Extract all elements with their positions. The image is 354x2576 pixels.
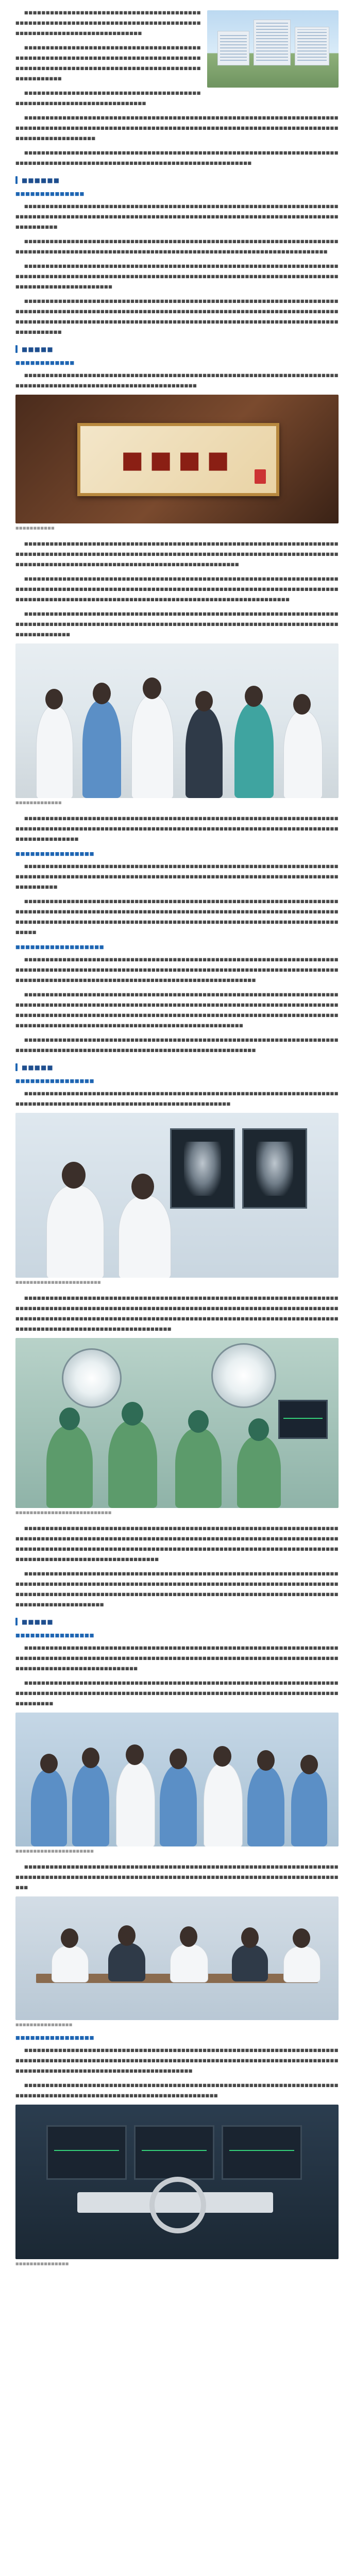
- section-subtitle: ■■■■■■■■■■■■■■■■: [15, 851, 95, 857]
- plaque-photo: [15, 395, 339, 523]
- section-title: ■■■■■: [22, 345, 54, 353]
- intro-block: [15, 7, 339, 108]
- vertical-bar-icon: [15, 176, 18, 184]
- intro-text: [15, 7, 201, 108]
- section-title: ■■■■■: [22, 1618, 54, 1625]
- vertical-bar-icon: [15, 345, 18, 353]
- section-heading: [15, 345, 339, 353]
- body-paragraph: ■■■■■■■■■■■■■■■■■■■■■■■■■■■■■■■■■■■■■■■■■■■■■■■■■■■■■■■■■■■■■■■■■■■■■■■■■■■■■■■■■■■■■■■■■■■■■■■■■■■■■■■■■■■■■■■■■■■■■■■■■■■■■■■■■■■■■■■■■■■■■■■■■■■■■■■■■■■■■■■■■■■■■■■■■■■■■■■■■■■■■■■■■■■■■■■■■■■■■■■■■■■■■■■■■■■■■■■■■■■■■■■■■■■■■■■■■■■■■■■■■■■■■■■■■■■■■■■■■■■■■■■: [15, 1295, 339, 1331]
- body-paragraph: ■■■■■■■■■■■■■■■■■■■■■■■■■■■■■■■■■■■■■■■■■■■■■■■■■■■■■■■■■■■■■■■■■■■■■■■■■■■■■■■■■■■■■■■■■■■■■■■■■■■■■■■■■■■■■■■■■■■■■■■■■■■■■■■■■■■■■■■■■■■■■■■■■■■■■■■■■■■■■■■■■■■■■■■■■■■■■■■■■■■■■■■■■■■■■■■■■■■■■■■■■■■■■■■: [15, 957, 339, 982]
- body-paragraph: ■■■■■■■■■■■■■■■■■■■■■■■■■■■■■■■■■■■■■■■■■■■■■■■■■■■■■■■■■■■■■■■■■■■■■■■■■■■■■■■■■■■■■■■■■■■■■■■■■■■■■■■■■■■■■■■■■■■■■■■■■■■■■■■■■■■■■■■■■■■■■■■■■■■■■■■■■■■■■■■■■■■■■■■■■■■■■■■■■■■■■■■■■■■■■■■■■■■■■■■■■■■■■■■■■■■■■■■■■■■■■■■■■■■■■■■■■■■■■■■■■■■■■■■■■■■■■■■■■■■■■■■■■■■■■■■■■■■■■■■■: [15, 992, 339, 1028]
- body-paragraph: ■■■■■■■■■■■■■■■■■■■■■■■■■■■■■■■■■■■■■■■■■■■■■■■■■■■■■■■■■■■■■■■■■■■■■■■■■■■■■■■■■■■■■■■■■■■■■■■■■■■■■■■■■■■■■■■■■■■■■■■■■■■■■■■■■■■■■■■■■■■■■■■■■■■■■■■■■■■■■■■■■■■■■■■■■■■■■■■■■■■■■■■■■■■■■■■■■■■■■■■■■■■■■■■■■■■■■■■■■■■■■■■■■■■■■■■: [15, 899, 339, 935]
- team-photo: [15, 1713, 339, 1846]
- image-caption: ■■■■■■■■■■■■■■■: [15, 2262, 69, 2266]
- ward-visit-photo: [15, 643, 339, 798]
- section-title: ■■■■■■: [22, 176, 60, 184]
- image-caption: ■■■■■■■■■■■■■: [15, 801, 62, 805]
- body-paragraph: ■■■■■■■■■■■■■■■■■■■■■■■■■■■■■■■■■■■■■■■■■■■■■■■■■■■■■■■■■■■■■■■■■■■■■■■■■■■■■■■■■■■■■■■■■■■■■■■■■■■■■■■■■■■■■■■■■■■■■■■■■■■■■■■■■■■: [15, 1037, 339, 1053]
- cath-lab-photo: [15, 2105, 339, 2259]
- vertical-bar-icon: [15, 1618, 18, 1625]
- body-paragraph: ■■■■■■■■■■■■■■■■■■■■■■■■■■■■■■■■■■■■■■■■■■■■■■■■■■■■■■■■■■■■■■■■■■■■■■■■■■■■■■■■■■■■■■■■■■■■■■■■■■■■■■■■■■■■■■■■■■■■■■■■■■: [15, 2082, 339, 2098]
- section-heading: [15, 1063, 339, 1071]
- plaque-text: ■■■■: [121, 446, 235, 473]
- intro-paragraph: ■■■■■■■■■■■■■■■■■■■■■■■■■■■■■■■■■■■■■■■■■■■■■■■■■■■■■■■■■■■■■■■■■■■■■■■■: [15, 90, 201, 106]
- body-paragraph: ■■■■■■■■■■■■■■■■■■■■■■■■■■■■■■■■■■■■■■■■■■■■■■■■■■■■■■■■■■■■■■■■■■■■■■■■■■■■■■■■■■■■■■■■■■■■■■■■■■■■■■■■■■■■■■■■■■■■■■■■■■■■■■■■■■■■■■■■■■■■■■■■■■■■: [15, 239, 339, 254]
- intro-paragraph: ■■■■■■■■■■■■■■■■■■■■■■■■■■■■■■■■■■■■■■■■■■■■■■■■■■■■■■■■■■■■■■■■■■■■■■■■■■■■■■■■■■■■■■■■■■■■■■■■■■■■■■■■■■■■■■■■■■■■■■■■■■■■■■■■■■■■■■■■■■: [15, 45, 201, 81]
- image-caption: ■■■■■■■■■■■■■■■■: [15, 2023, 73, 2027]
- vertical-bar-icon: [15, 1063, 18, 1071]
- operating-room-photo: [15, 1338, 339, 1508]
- intro-paragraph: ■■■■■■■■■■■■■■■■■■■■■■■■■■■■■■■■■■■■■■■■■■■■■■■■■■■■■■■■■■■■■■■■■■■■■■■■■■■■■■■■■■■■■■■■■■■■■■■■■■■■■■■■■■■■■■■■■■■■■■■■■■■■■■■■■■■■■■■■■■■■■■■■■■■■■■■■■■■■■■■■■■■■■■■■■: [15, 115, 339, 141]
- honor-plaque: [77, 423, 279, 496]
- body-paragraph: ■■■■■■■■■■■■■■■■■■■■■■■■■■■■■■■■■■■■■■■■■■■■■■■■■■■■■■■■■■■■■■■■■■■■■■■■■■■■■■■■■■■■■■■■■■■■■■■■■■■■■■■■■■■■■■■■■■■■■■■■■■■■■■■■■■■■■■■■■■■■■■■■■■■■■■■■■■■■■■■■■■■■■■■■■■■■■■■■■■■■■■■■■■■■■■■■: [15, 2047, 339, 2073]
- hospital-building-photo: [207, 10, 339, 88]
- body-paragraph: ■■■■■■■■■■■■■■■■■■■■■■■■■■■■■■■■■■■■■■■■■■■■■■■■■■■■■■■■■■■■■■■■■■■■■■■■■■■■■■■■■■■■■■■■■■■■■■■■■■■■■■■■■■■■■■■■■■■■■■■■■■■■■■■■■■■■■■■■■■■■■■■■■■■■■■■■■■■■■■■■■■■■■■■■■■■■■■■■■■■■■■■■■■■■■■■■■■■■■■■■■■■■■■■■■■■■■■■■■■■■■■■■■■■■■■■■■■■■■: [15, 298, 339, 334]
- body-paragraph: ■■■■■■■■■■■■■■■■■■■■■■■■■■■■■■■■■■■■■■■■■■■■■■■■■■■■■■■■■■■■■■■■■■■■■■■■■■■■■■■■■■■■■■■■■■■■■■■■■■■■■■■■■■■■■■■■■■■■■■■■■■■■■■■■■■■■■■■■■■■■■■■■■■■■■■■■■■■■■■■■■■■■■■■■■■■■■■■■■■■■■■■■■■■■■■■■■■■■■■■■■■■■■■■■■■■■■■■■■■■■■■■■■■■■■■■■■■■■■■■■■■■■■■■: [15, 1571, 339, 1607]
- section-heading: [15, 1618, 339, 1625]
- body-paragraph: ■■■■■■■■■■■■■■■■■■■■■■■■■■■■■■■■■■■■■■■■■■■■■■■■■■■■■■■■■■■■■■■■■■■■■■■■■■■■■■■■■■■■■■■■■■■■■■■■■■■■■■■■■■■■■■■■■■■■■■■■■■■■■■■■■■■■■■■■■■■■■■■■■■■■■■■■■■■■■■■■■■■: [15, 611, 339, 637]
- section-subtitle: ■■■■■■■■■■■■■■■■: [15, 1078, 95, 1084]
- body-paragraph: ■■■■■■■■■■■■■■■■■■■■■■■■■■■■■■■■■■■■■■■■■■■■■■■■■■■■■■■■■■■■■■■■■■■■■■■■■■■■■■■■■■■■■■■■■■■■■■■■■■■■■■■■■■■■■■■■■■■■■: [15, 372, 339, 388]
- body-paragraph: ■■■■■■■■■■■■■■■■■■■■■■■■■■■■■■■■■■■■■■■■■■■■■■■■■■■■■■■■■■■■■■■■■■■■■■■■■■■■■■■■■■■■■■■■■■■■■■■■■■■■■■■■■■■■■■■■■■■■■■■■■■■■■■■■■■■■■■■■■■■■■■■■■■■■■■■■■■■■■■■■: [15, 204, 339, 229]
- section-subtitle: ■■■■■■■■■■■■■■: [15, 191, 85, 197]
- body-paragraph: ■■■■■■■■■■■■■■■■■■■■■■■■■■■■■■■■■■■■■■■■■■■■■■■■■■■■■■■■■■■■■■■■■■■■■■■■■■■■■■■■■■■■■■■■■■■■■■■■■■■■■■■■■■■■■■■■■■■■■■■■■■■■■■■■■■■■■■■■■■■■■■■■■■■■■■■■■■■■■■■■: [15, 863, 339, 889]
- meeting-photo: [15, 1896, 339, 2020]
- body-paragraph: ■■■■■■■■■■■■■■■■■■■■■■■■■■■■■■■■■■■■■■■■■■■■■■■■■■■■■■■■■■■■■■■■■■■■■■■■■■■■■■■■■■■■■■■■■■■■■■■■■■■■■■■■■■■■■■■■■■■■■■■■■■■■■■■■■■■■■■■■■■■■■■■■■■■■■■■■■■■■■■■■■■■■■■■■■■■■■■■■■■■■■■■■■■■■■■■■■■■■■■■■■■■■■■■■■■■■■■■■■■■■■■■■■■■■■■■■■■■■■■■■■■■■■■■■■■■■■■■■■■■■: [15, 1526, 339, 1562]
- xray-review-photo: [15, 1113, 339, 1278]
- image-caption: ■■■■■■■■■■■■■■■■■■■■■■: [15, 1849, 94, 1853]
- section-subtitle: ■■■■■■■■■■■■: [15, 360, 75, 366]
- body-paragraph: ■■■■■■■■■■■■■■■■■■■■■■■■■■■■■■■■■■■■■■■■■■■■■■■■■■■■■■■■■■■■■■■■■■■■■■■■■■■■■■■■■■■■■■■■■■■■■■■■■■■■■■■■■■■■■■■■■■■■■■■■■■■■■■■■■■■■■■■■■■■■■■■■■■■■■■■■■■■■■■■■■■■■■■■■■■■■■: [15, 263, 339, 289]
- body-paragraph: ■■■■■■■■■■■■■■■■■■■■■■■■■■■■■■■■■■■■■■■■■■■■■■■■■■■■■■■■■■■■■■■■■■■■■■■■■■■■■■■■■■■■■■■■■■■■■■■■■■■■■■■■■■■■■■■■■■■■■■■■■■■■■■■■■■■■■■■■■■■■■■■■■■■■■■■■■■■■■■■■■■■■■■■■■■■■■■■■■■■■■■■■■■■■■■■■■■■■■■■■■■■: [15, 541, 339, 567]
- seal-icon: [255, 469, 266, 484]
- section-subtitle: ■■■■■■■■■■■■■■■■: [15, 2035, 95, 2041]
- image-caption: ■■■■■■■■■■■■■■■■■■■■■■■■: [15, 1280, 101, 1284]
- body-paragraph: ■■■■■■■■■■■■■■■■■■■■■■■■■■■■■■■■■■■■■■■■■■■■■■■■■■■■■■■■■■■■■■■■■■■■■■■■■■■■■■■■■■■■■■■■■■■■■■■■■■■■■■■■■■■■■■■■■■■■■■■■■■■■■■■■■■■■■■■■■■■■■■■■■■■■■■■■■: [15, 1864, 339, 1890]
- body-paragraph: ■■■■■■■■■■■■■■■■■■■■■■■■■■■■■■■■■■■■■■■■■■■■■■■■■■■■■■■■■■■■■■■■■■■■■■■■■■■■■■■■■■■■■■■■■■■■■■■■■■■■■■■■■■■■■■■■■■■■■■■■■■■■■■■■■■■■■■■■■■■■■■■■■■■■■■■■■■■■■■■■■■■■■■■■■■■■■■■■■■■■■■■■■■■■■■■■■■■■■■■■■■■■■■■■■■■■■■■: [15, 576, 339, 602]
- intro-paragraph: ■■■■■■■■■■■■■■■■■■■■■■■■■■■■■■■■■■■■■■■■■■■■■■■■■■■■■■■■■■■■■■■■■■■■■■■■■■■■■■■■■■■■■■■■■■■■■■■■■■■■■■■■■■■■■■■■■■■■■■■■■■■■■■■■■■: [15, 150, 339, 165]
- section-subtitle: ■■■■■■■■■■■■■■■■■■: [15, 944, 105, 950]
- body-paragraph: ■■■■■■■■■■■■■■■■■■■■■■■■■■■■■■■■■■■■■■■■■■■■■■■■■■■■■■■■■■■■■■■■■■■■■■■■■■■■■■■■■■■■■■■■■■■■■■■■■■■■■■■■■■■■■■■■■■■■■■■■■■■■■■■■■■■■■■■■■■■■■■■■■■■■■■■■■■■■■■■■■■■■■■■■■■■■■■■■■■■: [15, 1645, 339, 1671]
- image-caption: ■■■■■■■■■■■: [15, 526, 55, 530]
- section-heading: [15, 176, 339, 184]
- intro-paragraph: ■■■■■■■■■■■■■■■■■■■■■■■■■■■■■■■■■■■■■■■■■■■■■■■■■■■■■■■■■■■■■■■■■■■■■■■■■■■■■■■■■■■■■■■■■■■■■■■■■■■■■■■■■■■■■■■■■■: [15, 10, 201, 36]
- body-paragraph: ■■■■■■■■■■■■■■■■■■■■■■■■■■■■■■■■■■■■■■■■■■■■■■■■■■■■■■■■■■■■■■■■■■■■■■■■■■■■■■■■■■■■■■■■■■■■■■■■■■■■■■■■■■■■■■■■■■■■■■■■■■■■■■■■■■■■■■■■■■■■■■■■■■■■■■■■■■■■■■■■■■■■■: [15, 816, 339, 841]
- body-paragraph: ■■■■■■■■■■■■■■■■■■■■■■■■■■■■■■■■■■■■■■■■■■■■■■■■■■■■■■■■■■■■■■■■■■■■■■■■■■■■■■■■■■■■■■■■■■■■■■■■■■■■■■■■■■■■■■■■■■■■■■■■■■■■■: [15, 1091, 339, 1106]
- section-subtitle: ■■■■■■■■■■■■■■■■: [15, 1633, 95, 1638]
- section-title: ■■■■■: [22, 1063, 54, 1071]
- body-paragraph: ■■■■■■■■■■■■■■■■■■■■■■■■■■■■■■■■■■■■■■■■■■■■■■■■■■■■■■■■■■■■■■■■■■■■■■■■■■■■■■■■■■■■■■■■■■■■■■■■■■■■■■■■■■■■■■■■■■■■■■■■■■■■■■■■■■■■■■■■■■■■■■■■■■■■■■■■■■■■■■■: [15, 1680, 339, 1706]
- image-caption: ■■■■■■■■■■■■■■■■■■■■■■■■■■■: [15, 1511, 112, 1515]
